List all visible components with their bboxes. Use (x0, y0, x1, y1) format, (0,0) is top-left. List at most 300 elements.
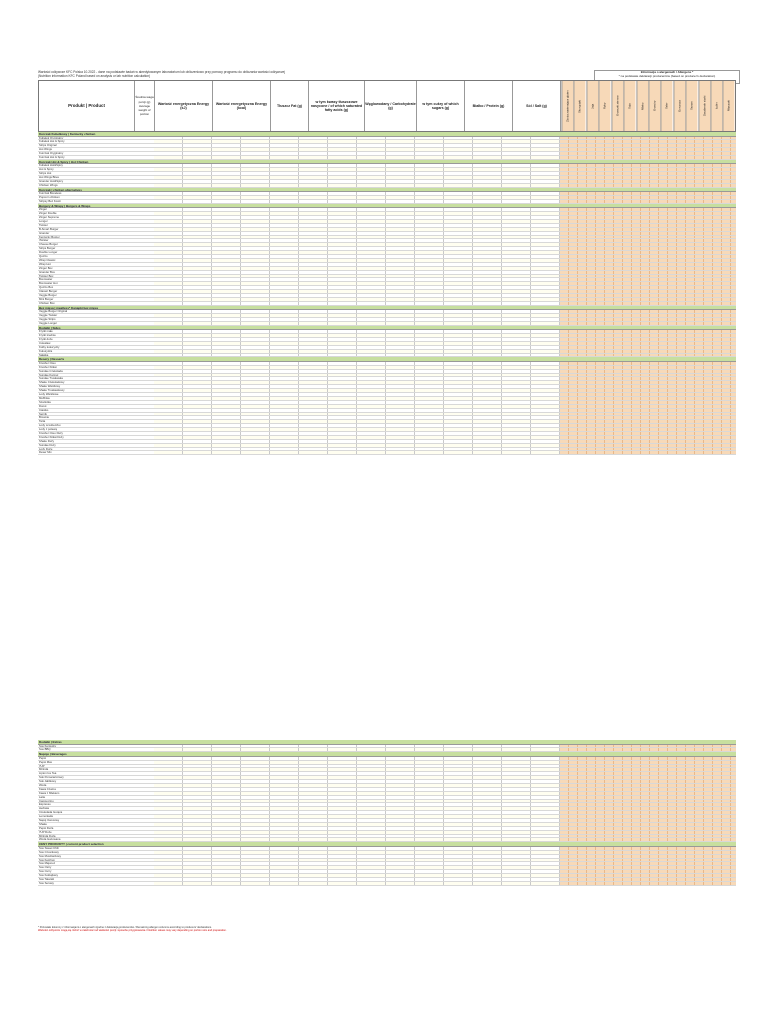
footnotes (38, 926, 736, 933)
portion-cell (134, 271, 154, 274)
nutrition-cells (154, 401, 560, 404)
portion-cell (134, 772, 154, 775)
product-name: Sundae Truskawka (39, 377, 63, 381)
product-name: Zinger Box (39, 266, 53, 270)
nutrition-cells (154, 247, 560, 250)
nutrition-cells (154, 831, 560, 834)
allergen-cells (560, 232, 736, 235)
nutrition-cells (154, 251, 560, 254)
product-name: Kubełek Oryginalny (39, 136, 64, 140)
portion-cell (134, 140, 154, 143)
col-protein: Białko / Protein (g) (465, 81, 513, 131)
nutrition-cells (154, 239, 560, 242)
portion-cell (134, 220, 154, 223)
product-name: Shake Waniliowy (39, 385, 61, 389)
allergen-cells (560, 831, 736, 834)
col-sugars: w tym cukry of which sugars (g) (417, 81, 465, 131)
section-header: Desery | Desserts (38, 357, 736, 362)
nutrition-cells (154, 838, 560, 841)
allergen-cells (560, 282, 736, 285)
nutrition-cells (154, 432, 560, 435)
product-name: Strips Hot (39, 172, 52, 176)
section-header: Kurczak Hot & Spicy | Hot Chicken (38, 160, 736, 165)
allergen-cells (560, 180, 736, 183)
allergen-cells (560, 397, 736, 400)
col-energy-kj: Wartość energetyczna Energy (kJ) (155, 81, 213, 131)
portion-cell (134, 196, 154, 199)
nutrition-cells (154, 168, 560, 171)
nutrition-cells (154, 144, 560, 147)
column-header-row (38, 80, 736, 132)
allergen-cells (560, 164, 736, 167)
allergen-cells (560, 243, 736, 246)
product-name: Cappuccino (39, 799, 54, 803)
portion-cell (134, 184, 154, 187)
nutrition-cells (154, 835, 560, 838)
portion-cell (134, 882, 154, 885)
nutrition-cells (154, 267, 560, 270)
portion-cell (134, 255, 154, 258)
allergen-col-1: Skorupiaki (573, 81, 585, 131)
product-name: Veggie Burger (39, 293, 57, 297)
document-header (38, 70, 578, 78)
portion-cell (134, 377, 154, 380)
nutrition-cells (154, 768, 560, 771)
product-name: Herbata (39, 807, 49, 811)
nutrition-cells (154, 862, 560, 865)
portion-cell (134, 823, 154, 826)
product-name: Kurczak Oryginalny (39, 152, 64, 155)
nutrition-cells (154, 294, 560, 297)
allergen-cells (560, 168, 736, 171)
nutrition-cells (154, 780, 560, 783)
nutrition-cells (154, 800, 560, 803)
portion-cell (134, 298, 154, 301)
allergen-cells (560, 354, 736, 357)
allergen-cells (560, 208, 736, 211)
nutrition-cells (154, 275, 560, 278)
product-name: Veggie Twister (39, 314, 58, 317)
product-name: Donut (39, 404, 47, 408)
allergen-cells (560, 838, 736, 841)
portion-cell (134, 310, 154, 313)
nutrition-cells (154, 424, 560, 427)
product-name: Pepsi Max (39, 760, 53, 764)
portion-cell (134, 420, 154, 423)
portion-cell (134, 405, 154, 408)
col-salt: Sól / Salt (g) (513, 81, 561, 131)
portion-cell (134, 302, 154, 305)
section-header: Kurczak Kubełkowy | Kentucky chicken (38, 132, 736, 137)
section-header: Dodatki | Extras (38, 740, 736, 745)
portion-cell (134, 444, 154, 447)
nutrition-cells (154, 381, 560, 384)
nutrition-cells (154, 807, 560, 810)
allergen-cells (560, 811, 736, 814)
portion-cell (134, 172, 154, 175)
portion-cell (134, 192, 154, 195)
portion-cell (134, 381, 154, 384)
portion-cell (134, 862, 154, 865)
product-name: Twister Box (39, 274, 54, 278)
nutrition-cells (154, 259, 560, 262)
portion-cell (134, 290, 154, 293)
portion-cell (134, 831, 154, 834)
allergen-cells (560, 784, 736, 787)
nutrition-cells (154, 366, 560, 369)
nutrition-cells (154, 156, 560, 159)
nutrition-cells (154, 152, 560, 155)
allergen-cells (560, 294, 736, 297)
product-name: Woda Gazowana (39, 838, 61, 842)
product-name: Kubełek Hot & Spicy (39, 140, 65, 144)
portion-cell (134, 164, 154, 167)
product-name: Sundae Duży (39, 443, 56, 447)
nutrition-cells (154, 137, 560, 140)
product-name: Kentucky Burger (39, 235, 60, 239)
allergen-cells (560, 827, 736, 830)
portion-cell (134, 314, 154, 317)
product-name: Krusher Kitkat (39, 365, 57, 369)
product-name: Frytki duże (39, 337, 53, 341)
nutrition-cells (154, 811, 560, 814)
allergen-cells (560, 192, 736, 195)
portion-cell (134, 212, 154, 215)
footnote-1: * Pozostałe kolumny z informacjami o alergenach zgodne z deklaracją producentów / Remaining allergen columns according to producers' declarations. (38, 926, 212, 929)
allergen-cells (560, 401, 736, 404)
product-name: Colesław (39, 341, 51, 345)
allergen-cells (560, 745, 736, 748)
allergen-cells (560, 819, 736, 822)
nutrition-cells (154, 370, 560, 373)
nutrition-cells (154, 772, 560, 775)
portion-cell (134, 803, 154, 806)
allergen-cells (560, 862, 736, 865)
allergen-cells (560, 815, 736, 818)
allergen-cells (560, 322, 736, 325)
product-name: Pepsi Duża (39, 826, 54, 830)
product-name: Woda (39, 784, 47, 787)
nutrition-cells (154, 815, 560, 818)
portion-cell (134, 776, 154, 779)
product-name: Krusher Oreo Duży (39, 431, 63, 435)
allergen-cells (560, 152, 736, 155)
nutrition-cells (154, 282, 560, 285)
portion-cell (134, 397, 154, 400)
nutrition-cells (154, 362, 560, 365)
product-name: Veggie Strips (39, 317, 56, 321)
portion-cell (134, 784, 154, 787)
product-name: Sundae Karmel (39, 373, 59, 377)
portion-cell (134, 259, 154, 262)
allergen-cells (560, 800, 736, 803)
product-name: Grander Hot&Spicy (39, 179, 64, 183)
nutrition-cells (154, 184, 560, 187)
nutrition-cells (154, 819, 560, 822)
allergen-cells (560, 212, 736, 215)
portion-cell (134, 448, 154, 451)
portion-cell (134, 236, 154, 239)
nutrition-cells (154, 792, 560, 795)
portion-cell (134, 224, 154, 227)
nutrition-cells (154, 298, 560, 301)
portion-cell (134, 878, 154, 881)
nutrition-cells (154, 232, 560, 235)
portion-cell (134, 251, 154, 254)
product-name: Boxmaster Hot (39, 282, 58, 286)
product-name: Wrap Classic (39, 258, 56, 262)
nutrition-cells (154, 874, 560, 877)
product-name: Kukurydza (39, 349, 53, 353)
nutrition-cells (154, 405, 560, 408)
portion-cell (134, 870, 154, 873)
product-name: Mirinda Duża (39, 834, 56, 838)
allergen-cells (560, 393, 736, 396)
product-name: Lody z polewą (39, 428, 57, 431)
nutrition-cells (154, 278, 560, 281)
product-name: Frytki małe (39, 330, 53, 334)
portion-cell (134, 318, 154, 321)
portion-cell (134, 354, 154, 357)
portion-cell (134, 780, 154, 783)
product-name: 7UP (39, 764, 45, 768)
allergen-col-4: Orzeszki ziemne (611, 81, 623, 131)
product-name: Double Longer (39, 251, 58, 255)
portion-cell (134, 275, 154, 278)
nutrition-cells (154, 263, 560, 266)
allergen-cells (560, 271, 736, 274)
product-name: Sok Jabłkowy (39, 780, 57, 784)
product-name: Tarta (39, 420, 46, 424)
portion-cell (134, 148, 154, 151)
product-name: Kolby kukurydzy (39, 345, 60, 349)
allergen-cells (560, 275, 736, 278)
col-energy-kcal: Wartość energetyczna Energy (kcal) (213, 81, 271, 131)
allergen-cells (560, 310, 736, 313)
product-name: Brownie (39, 416, 50, 420)
product-name: Sundae Czekolada (39, 369, 63, 373)
product-name: Lody Waniliowe (39, 393, 59, 396)
nutrition-cells (154, 350, 560, 353)
nutrition-cells (154, 228, 560, 231)
portion-cell (134, 294, 154, 297)
product-name: 7UP Duże (39, 830, 52, 834)
nutrition-cells (154, 823, 560, 826)
product-name: Pepsi (39, 756, 46, 760)
allergen-cells (560, 413, 736, 416)
portion-cell (134, 366, 154, 369)
portion-cell (134, 322, 154, 325)
nutrition-cells (154, 220, 560, 223)
nutrition-cells (154, 314, 560, 317)
allergen-cells (560, 298, 736, 301)
section-header: Kurczak | chicken alternatives (38, 188, 736, 193)
section-header: Bez mięsa | meatless* Kanapki bez mięsa (38, 306, 736, 311)
allergen-cells (560, 278, 736, 281)
allergen-col-5: Soja (623, 81, 635, 131)
allergen-cells (560, 137, 736, 140)
allergen-cells (560, 788, 736, 791)
portion-cell (134, 200, 154, 203)
portion-cell (134, 788, 154, 791)
product-name: B-Smart Burger (39, 227, 59, 231)
nutrition-cells (154, 196, 560, 199)
portion-cell (134, 748, 154, 751)
product-name: iTwister (39, 239, 49, 243)
nutrition-cells (154, 440, 560, 443)
portion-cell (134, 838, 154, 841)
allergen-cells (560, 428, 736, 431)
allergen-cells (560, 420, 736, 423)
nutrition-cells (154, 338, 560, 341)
allergen-cells (560, 144, 736, 147)
portion-cell (134, 267, 154, 270)
allergen-cells (560, 835, 736, 838)
col-fat: Tłuszcz Fat (g) (271, 81, 309, 131)
product-name: Zinger Double (39, 212, 57, 216)
product-name: Mini Burger (39, 297, 54, 301)
product-name: Latte (39, 795, 46, 799)
allergen-cells (560, 776, 736, 779)
portion-cell (134, 440, 154, 443)
product-name: Shake Truskawkowy (39, 389, 65, 393)
allergen-cells (560, 236, 736, 239)
product-name: Twister (39, 223, 48, 227)
nutrition-cells (154, 451, 560, 454)
product-name: Sos Ostry (39, 866, 52, 870)
allergen-cells (560, 220, 736, 223)
allergen-cells (560, 432, 736, 435)
product-name: Krusher Oreo (39, 361, 56, 365)
product-name: Veggie Longer (39, 321, 58, 325)
product-name: Sos Curry (39, 870, 52, 874)
nutrition-cells (154, 164, 560, 167)
nutrition-cells (154, 796, 560, 799)
product-name: Qurrito (39, 255, 48, 258)
portion-cell (134, 401, 154, 404)
portion-cell (134, 409, 154, 412)
product-name: Longer (39, 220, 48, 223)
nutrition-cells (154, 322, 560, 325)
portion-cell (134, 815, 154, 818)
nutrition-cells (154, 255, 560, 258)
nutrition-cells (154, 224, 560, 227)
allergen-cells (560, 267, 736, 270)
product-rows-top (38, 132, 736, 455)
allergen-col-12: Łubin (710, 81, 722, 131)
allergen-cells (560, 748, 736, 751)
product-name: Chicken Wings (39, 183, 58, 187)
allergen-cells (560, 255, 736, 258)
allergen-cells (560, 772, 736, 775)
allergen-cells (560, 823, 736, 826)
allergen-info-title: Informacja o alergenach / Allergens * (640, 70, 694, 74)
allergen-cells (560, 286, 736, 289)
allergen-cells (560, 216, 736, 219)
allergen-cells (560, 184, 736, 187)
product-name: Grander Box (39, 270, 55, 274)
allergen-cells (560, 342, 736, 345)
nutrition-cells (154, 236, 560, 239)
product-name: Sos Czosnkowy (39, 850, 59, 854)
nutrition-cells (154, 354, 560, 357)
product-name: Wrap Hot (39, 262, 51, 266)
allergen-cells (560, 346, 736, 349)
table-row (38, 451, 736, 455)
nutrition-cells (154, 436, 560, 439)
allergen-cells (560, 424, 736, 427)
allergen-cells (560, 350, 736, 353)
allergen-col-3: Ryby (598, 81, 610, 131)
nutrition-cells (154, 334, 560, 337)
allergen-cells (560, 228, 736, 231)
allergen-cells (560, 874, 736, 877)
allergen-cells (560, 259, 736, 262)
section-header: Napoje | Beverages (38, 752, 736, 757)
product-name: Szarlotka (39, 400, 51, 404)
section-header: CENY PRODUKTY | current product selection (38, 842, 736, 847)
section-header: Dodatki | Sides (38, 326, 736, 331)
allergen-col-7: Orzechy (648, 81, 660, 131)
allergen-cells (560, 405, 736, 408)
nutrition-cells (154, 882, 560, 885)
allergen-cells (560, 765, 736, 768)
nutrition-cells (154, 761, 560, 764)
product-name: Hot Wings (39, 148, 52, 152)
nutrition-cells (154, 346, 560, 349)
allergen-cells (560, 440, 736, 443)
product-name: Sos Koktajlowy (39, 874, 58, 877)
allergen-cells (560, 389, 736, 392)
nutrition-cells (154, 393, 560, 396)
product-name: Classic Burger (39, 290, 58, 293)
nutrition-cells (154, 271, 560, 274)
product-name: Zinger Supreme (39, 216, 60, 220)
product-name: Cheese Burger (39, 243, 58, 247)
header-line-1: Wartości odżywcze KFC Polska 10.2022 - dane na podstawie badań w akredytowanym laboratorium lub obliczeniowo przy pomocy programu do obliczania wartości odżywczej (38, 70, 286, 74)
product-name: Hot Wings Bites (39, 176, 59, 179)
product-name: Veggie Burger Original (39, 310, 68, 314)
product-name: Kurczak Boneless (39, 192, 62, 196)
nutrition-cells (154, 192, 560, 195)
portion-cell (134, 350, 154, 353)
portion-cell (134, 389, 154, 392)
nutrition-cells (154, 757, 560, 760)
allergen-cells (560, 882, 736, 885)
allergen-cells (560, 847, 736, 850)
col-saturated: w tym kwasy tłuszczowe nasycone / of which saturated fatty acids (g) (309, 81, 365, 131)
portion-cell (134, 362, 154, 365)
nutrition-cells (154, 784, 560, 787)
portion-cell (134, 330, 154, 333)
portion-cell (134, 807, 154, 810)
portion-cell (134, 278, 154, 281)
product-name: Sos Musztardowy (39, 854, 62, 858)
product-name: Krusher Kitkat Duży (39, 435, 64, 439)
allergen-cells (560, 302, 736, 305)
nutrition-cells (154, 148, 560, 151)
product-name: Sok Pomarańczowy (39, 776, 64, 780)
portion-cell (134, 757, 154, 760)
product-name: Lipton Ice Tea (39, 772, 57, 776)
nutrition-cells (154, 385, 560, 388)
product-name: Shake (39, 822, 47, 826)
nutrition-cells (154, 286, 560, 289)
nutrition-cells (154, 377, 560, 380)
product-name: Mirinda (39, 768, 49, 772)
nutrition-cells (154, 416, 560, 419)
nutrition-cells (154, 745, 560, 748)
